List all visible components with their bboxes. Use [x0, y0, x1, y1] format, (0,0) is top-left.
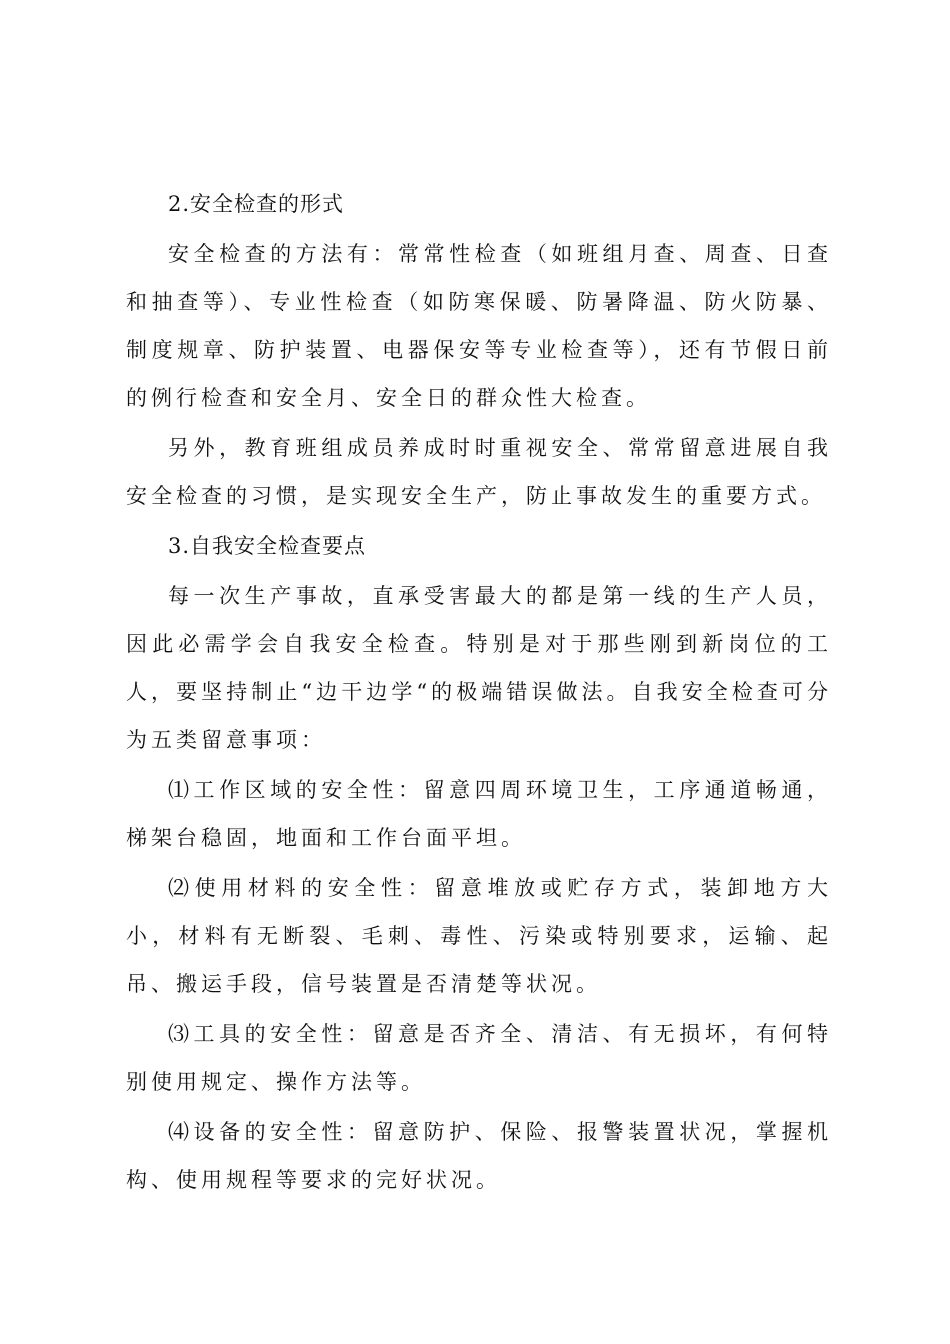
list-item-materials: ⑵使用材料的安全性：留意堆放或贮存方式，装卸地方大小，材料有无断裂、毛刺、毒性、污染或特别要求，运输、起吊、搬运手段，信号装置是否清楚等状况。 [126, 876, 832, 996]
paragraph-self-inspection-intro: 每一次生产事故，直承受害最大的都是第一线的生产人员，因此必需学会自我安全检查。特别是对于那些刚到新岗位的工人，要坚持制止“边干边学“的极端错误做法。自我安全检查可分为五类留意事项： [126, 584, 832, 752]
document-page [126, 180, 832, 1206]
list-item-equipment: ⑷设备的安全性：留意防护、保险、报警装置状况，掌握机构、使用规程等要求的完好状况。 [126, 1120, 832, 1192]
paragraph-inspection-methods: 安全检查的方法有：常常性检查（如班组月查、周查、日查和抽查等）、专业性检查（如防寒保暖、防暑降温、防火防暴、制度规章、防护装置、电器保安等专业检查等），还有节假日前的例行检查和安全月、安全日的群众性大检查。 [126, 242, 832, 410]
section-heading-2: 2.安全检查的形式 [168, 192, 345, 216]
list-item-tools: ⑶工具的安全性：留意是否齐全、清洁、有无损坏，有何特别使用规定、操作方法等。 [126, 1022, 832, 1094]
paragraph-self-inspection-habit: 另外，教育班组成员养成时时重视安全、常常留意进展自我安全检查的习惯，是实现安全生产，防止事故发生的重要方式。 [126, 436, 832, 508]
list-item-work-area: ⑴工作区域的安全性：留意四周环境卫生，工序通道畅通，梯架台稳固，地面和工作台面平坦。 [126, 778, 832, 850]
section-heading-3: 3.自我安全检查要点 [168, 534, 367, 558]
